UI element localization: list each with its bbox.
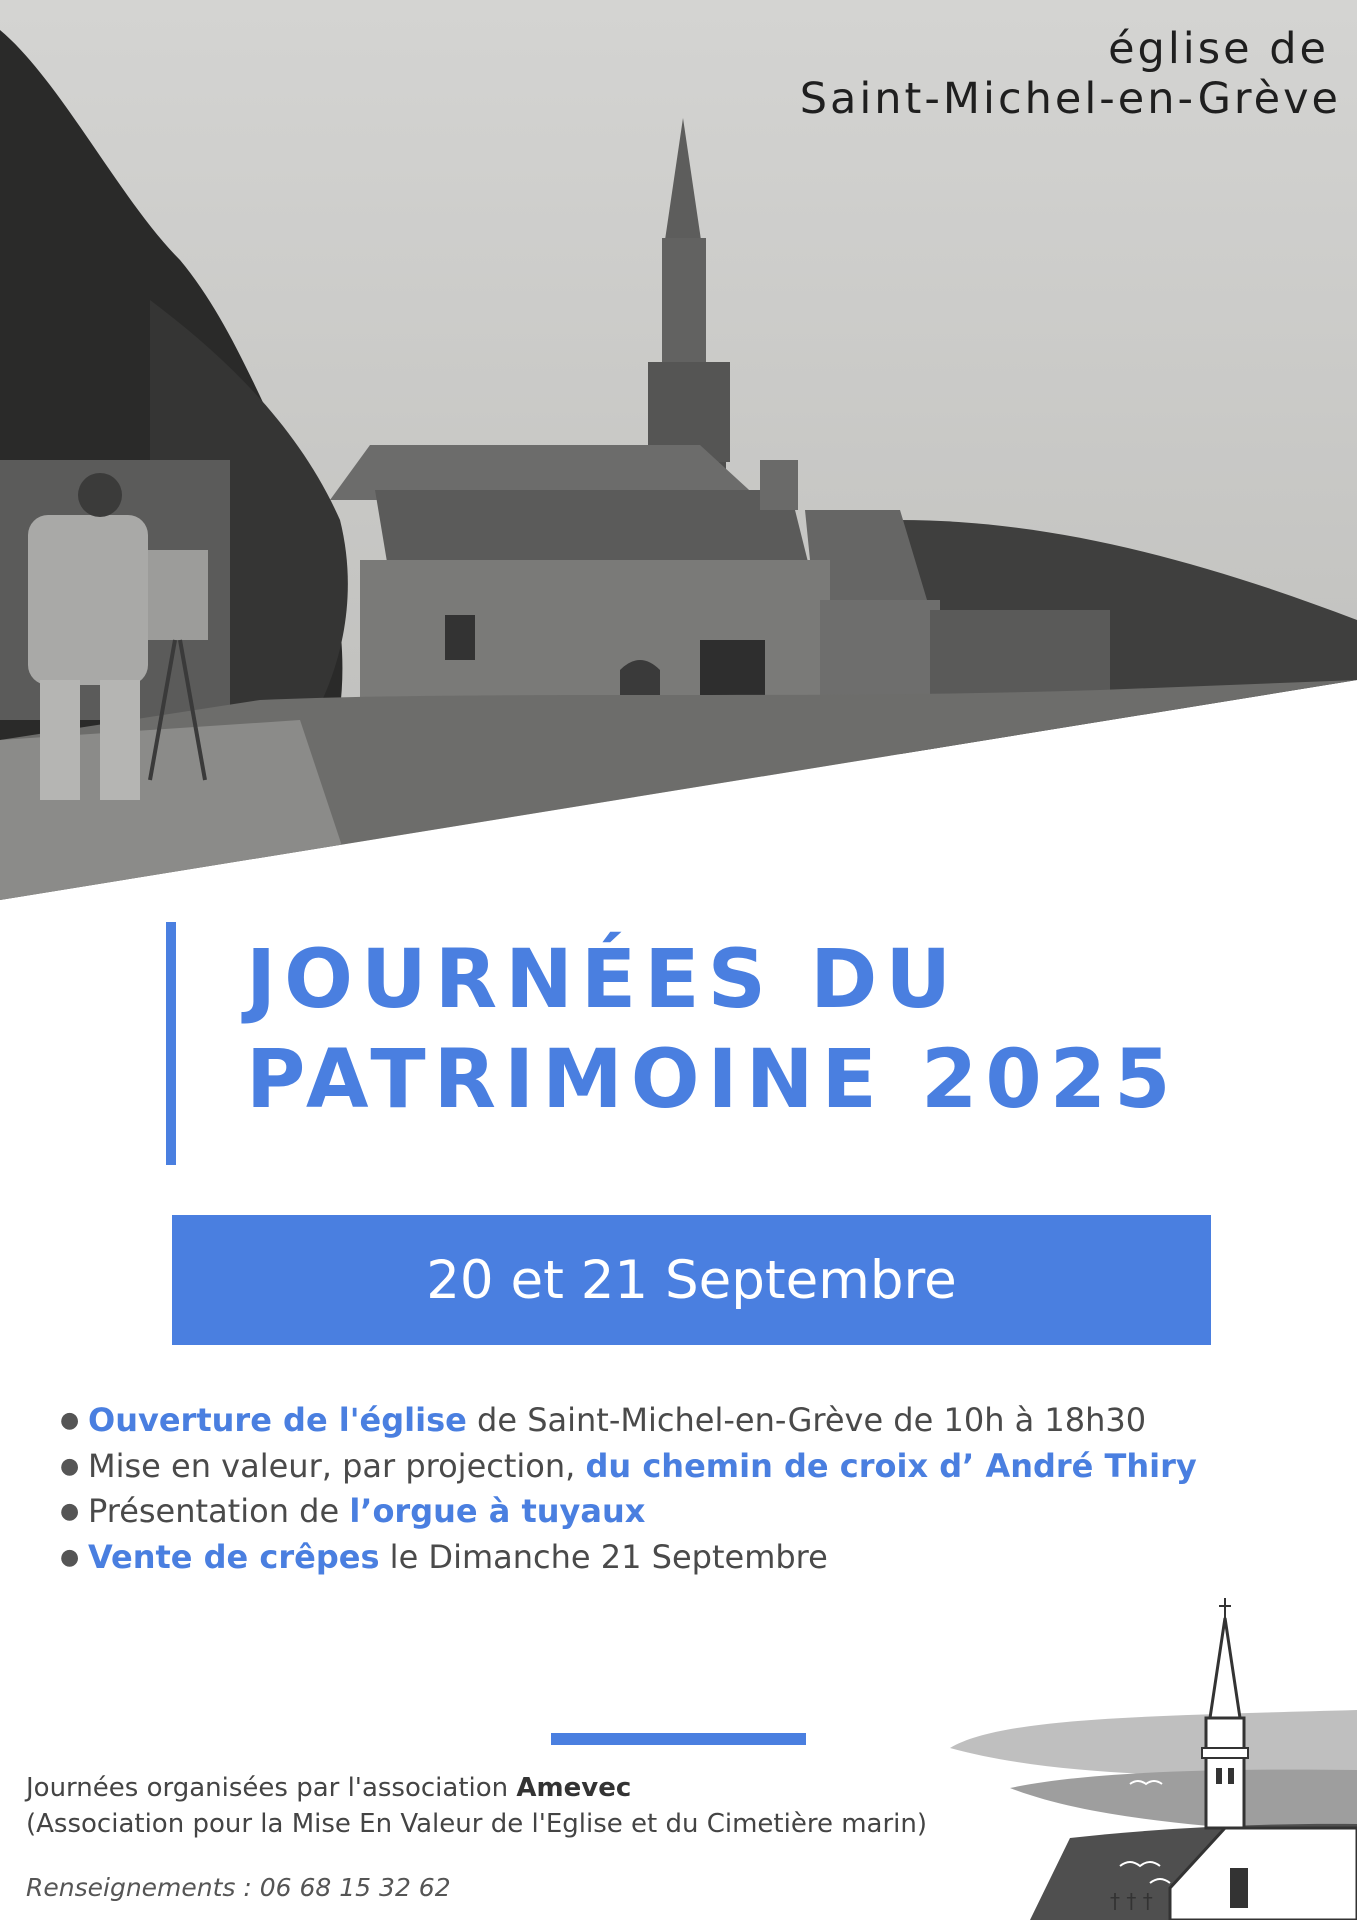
date-text: 20 et 21 Septembre	[426, 1249, 957, 1311]
page-title-line2: PATRIMOINE 2025	[246, 1033, 1179, 1127]
list-item	[60, 1444, 1197, 1490]
accent-bar	[166, 922, 176, 1165]
item-text: de Saint-Michel-en-Grève de 10h à 18h30	[466, 1401, 1147, 1439]
bullet-icon: ●	[60, 1453, 80, 1479]
item-text: Présentation de	[88, 1492, 350, 1530]
item-text: Mise en valeur, par projection,	[88, 1446, 586, 1485]
church-logo-icon	[940, 1598, 1357, 1920]
list-item	[60, 1535, 1197, 1581]
list-item	[60, 1398, 1197, 1444]
church-title-line2: Saint-Michel-en-Grève	[799, 74, 1341, 124]
bullet-icon: ●	[60, 1408, 80, 1433]
organizer-line	[26, 1770, 927, 1806]
divider	[551, 1733, 806, 1745]
program-list	[60, 1398, 1197, 1580]
highlight-text: du chemin de croix d’ André Thiry	[585, 1446, 1197, 1485]
highlight-text: Ouverture de l'église	[88, 1401, 467, 1439]
church-title	[800, 24, 1341, 124]
bullet-icon: ●	[60, 1499, 80, 1524]
organizer-full-name: (Association pour la Mise En Valeur de l'Eglise et du Cimetière marin)	[26, 1809, 928, 1839]
church-title-line1: église de	[1108, 24, 1329, 74]
organizer-prefix: Journées organisées par l'association	[26, 1773, 517, 1803]
date-banner	[172, 1215, 1211, 1345]
svg-text:† † †: † † †	[1110, 1889, 1153, 1913]
organizer-name: Amevec	[516, 1773, 632, 1803]
church-photo	[0, 0, 1357, 900]
organizer-info	[26, 1770, 927, 1842]
contact-info: Renseignements : 06 68 15 32 62	[26, 1873, 451, 1902]
highlight-text: l’orgue à tuyaux	[349, 1492, 646, 1530]
bullet-icon: ●	[60, 1544, 80, 1570]
list-item	[60, 1489, 1197, 1535]
highlight-text: Vente de crêpes	[88, 1537, 380, 1576]
page-title-line1: JOURNÉES DU	[246, 933, 960, 1027]
page-title	[246, 930, 1178, 1130]
item-text: le Dimanche 21 Septembre	[379, 1537, 828, 1576]
